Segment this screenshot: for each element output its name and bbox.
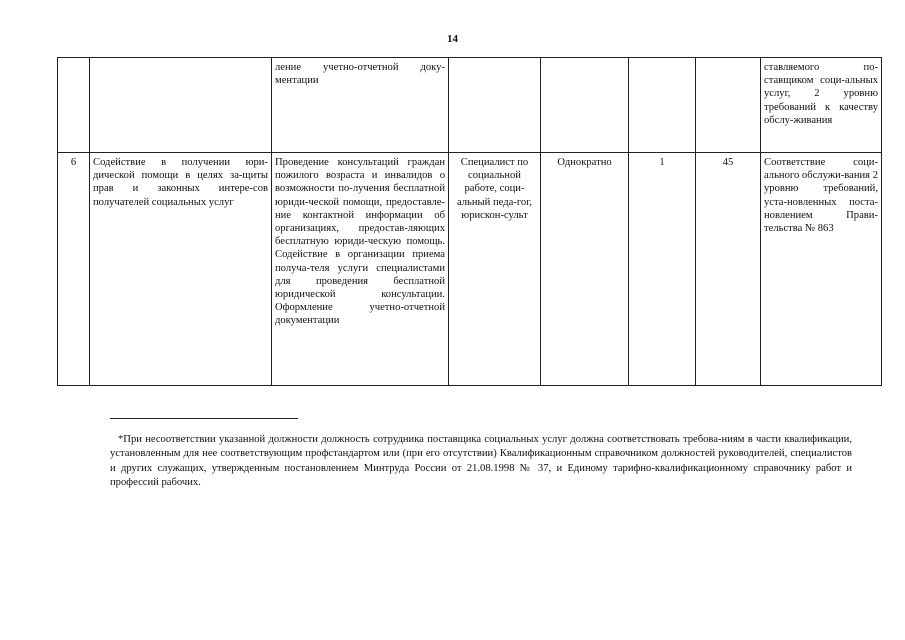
cell-content: Проведение консультаций граждан пожилого возраста и инвалидов о возможности по-лучения бесплатной юриди-ческой помощи, предоставле-ние контактной информации об организациях, предостав-ляющих бесплатную юриди-ческую помощь. Содействие в организации приема получа-теля услуги специалистами для проведения бесплатной юридической консультации. Оформление учетно-отчетной документации <box>272 153 449 386</box>
cell-content: ление учетно-отчетной доку-ментации <box>272 58 449 153</box>
cell-number: 6 <box>58 153 90 386</box>
table-row-6 <box>58 153 882 386</box>
cell-service: Содействие в получении юри-дической помощи в целях за-щиты прав и законных интере-сов получателей социальных услуг <box>90 153 272 386</box>
cell-frequency <box>541 58 629 153</box>
services-table <box>57 57 882 386</box>
cell-frequency: Однократно <box>541 153 629 386</box>
cell-quantity: 1 <box>629 153 696 386</box>
table-row-continued <box>58 58 882 153</box>
cell-specialist <box>449 58 541 153</box>
cell-quantity <box>629 58 696 153</box>
cell-number <box>58 58 90 153</box>
cell-standard: Соответствие соци-ального обслужи-вания 2 уровню требований, уста-новленных поста-новлением Прави-тельства № 863 <box>761 153 882 386</box>
cell-time <box>696 58 761 153</box>
cell-service <box>90 58 272 153</box>
footnote-separator <box>110 418 298 419</box>
cell-specialist: Специалист по социальной работе, соци-альный педа-гог, юрискон-сульт <box>449 153 541 386</box>
page-number: 14 <box>447 33 458 45</box>
footnote: *При несоответствии указанной должности должность сотрудника поставщика социальных услуг должна соответствовать требова-ниям в части квалификации, установленным для нее соответствующим профстандартом или (при его отсутствии) Квалификационным справочником должностей руководителей, специалистов и других служащих, утвержденным постановлением Минтруда России от 21.08.1998 № 37, и Единому тарифно-квалификационному справочнику работ и профессий рабочих. <box>110 434 852 489</box>
cell-time: 45 <box>696 153 761 386</box>
cell-standard: ставляемого по-ставщиком соци-альных услуг, 2 уровню требований к качеству обслу-живания <box>761 58 882 153</box>
